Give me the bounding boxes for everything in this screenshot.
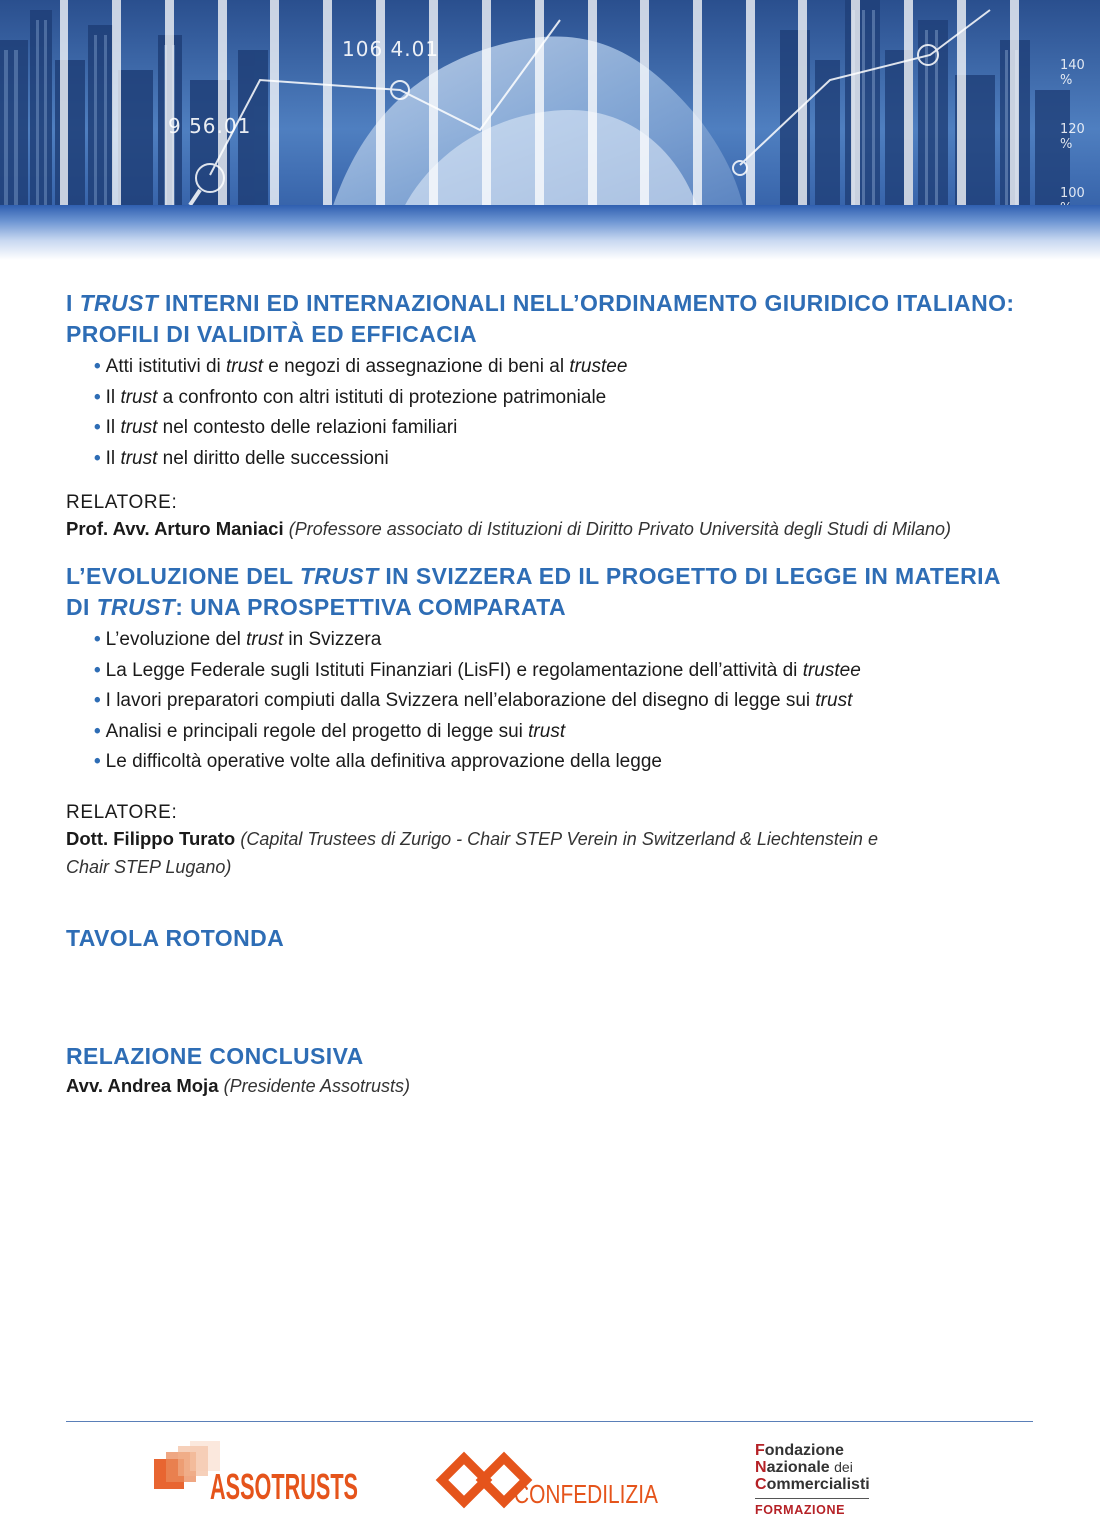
speaker <box>66 515 1046 543</box>
fnc-formazione: FORMAZIONE <box>755 1503 846 1517</box>
speaker-role: (Capital Trustees di Zurigo - Chair STEP Verein in Switzerland & Liechtenstein e <box>240 828 878 849</box>
footer-divider <box>66 1421 1033 1422</box>
section-trust-switzerland <box>66 561 1046 881</box>
header-banner <box>0 0 1100 260</box>
bullet-icon: • <box>94 659 101 681</box>
bullet-icon: • <box>94 629 101 650</box>
bullet-icon: • <box>94 447 101 469</box>
speaker-role: (Presidente Assotrusts) <box>223 1075 411 1096</box>
bullet-icon: • <box>94 751 101 772</box>
program-content <box>66 288 1046 1100</box>
banner-fade <box>0 205 1100 260</box>
section-title: L’EVOLUZIONE DEL TRUST IN SVIZZERA ED IL PROGETTO DI LEGGE IN MATERIA DI TRUST: UNA PROSPETTIVA COMPARATA <box>66 563 1001 620</box>
banner-percent: 120 % <box>1060 122 1085 152</box>
section-title: RELAZIONE CONCLUSIVA <box>66 1042 364 1069</box>
speaker <box>66 1072 1046 1100</box>
list-item: • I lavori preparatori compiuti dalla Svizzera nell’elaborazione del disegno di legge sui trust <box>94 690 853 711</box>
speaker-role: Chair STEP Lugano) <box>66 856 232 877</box>
speaker-name: Avv. Andrea Moja <box>66 1074 219 1096</box>
bullet-icon: • <box>94 386 101 408</box>
speaker-name: Dott. Filippo Turato <box>66 827 236 849</box>
speaker <box>66 825 1046 881</box>
list-item: • Analisi e principali regole del progetto di legge sui trust <box>94 720 566 742</box>
relatore-label: RELATORE: <box>66 801 178 823</box>
bullet-icon: • <box>94 690 101 711</box>
list-item: • L’evoluzione del trust in Svizzera <box>94 629 382 650</box>
section-title: I TRUST INTERNI ED INTERNAZIONALI NELL’ORDINAMENTO GIURIDICO ITALIANO: PROFILI DI VALIDITÀ ED EFFICACIA <box>66 290 1015 347</box>
topic-list <box>66 352 1046 474</box>
fnc-logo <box>755 1442 870 1517</box>
banner-number: 9 56.01 <box>168 114 252 138</box>
banner-percent: 100 <box>1060 186 1085 201</box>
confedilizia-logo-mark <box>436 1452 661 1510</box>
confedilizia-logo <box>436 1452 661 1515</box>
section-conclusiva <box>66 1041 1046 1100</box>
fnc-rule <box>755 1498 869 1499</box>
list-item: • Il trust a confronto con altri istituti di protezione patrimoniale <box>94 386 607 408</box>
banner-number: 106 4.01 <box>342 37 440 61</box>
section-trust-italy <box>66 288 1046 543</box>
assotrusts-logo <box>152 1441 362 1512</box>
relatore-label: RELATORE: <box>66 492 178 513</box>
banner-percent: 140 % <box>1060 58 1085 88</box>
list-item: • Il trust nel contesto delle relazioni familiari <box>94 417 458 438</box>
assotrusts-logo-mark <box>152 1441 362 1507</box>
topic-list <box>66 625 1046 778</box>
bullet-icon: • <box>94 356 101 377</box>
list-item: • Le difficoltà operative volte alla definitiva approvazione della legge <box>94 751 662 772</box>
confedilizia-wordmark: CONFEDILIZIA <box>514 1479 659 1509</box>
assotrusts-wordmark: ASSOTRUSTS <box>210 1466 358 1507</box>
fnc-wordmark: Fondazione Nazionale dei Commercialisti <box>755 1442 870 1493</box>
tavola-rotonda-title: TAVOLA ROTONDA <box>66 924 285 951</box>
speaker-name: Prof. Avv. Arturo Maniaci <box>66 518 284 539</box>
bullet-icon: • <box>94 417 101 438</box>
list-item: • Atti istitutivi di trust e negozi di assegnazione di beni al trustee <box>94 356 628 377</box>
bullet-icon: • <box>94 720 101 742</box>
speaker-role: (Professore associato di Istituzioni di Diritto Privato Università degli Studi di Milano) <box>288 519 952 539</box>
list-item: • Il trust nel diritto delle successioni <box>94 447 389 469</box>
list-item: • La Legge Federale sugli Istituti Finanziari (LisFI) e regolamentazione dell’attività di trustee <box>94 659 861 681</box>
